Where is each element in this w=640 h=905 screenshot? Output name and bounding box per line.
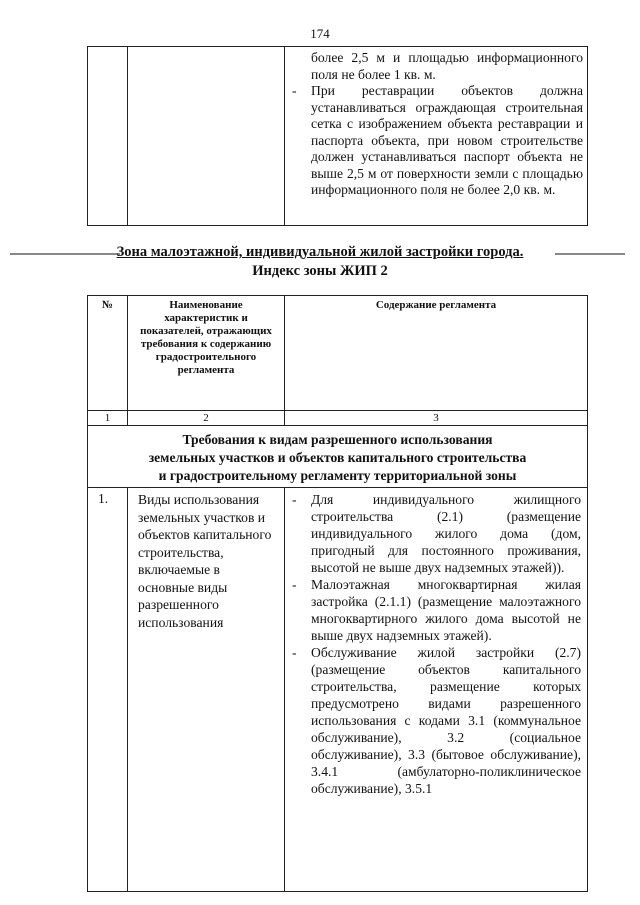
section-header-row xyxy=(88,426,588,488)
row-description: Виды использования земельных участков и объектов капитального строительства, включаемые в основные виды разрешенного использования xyxy=(128,488,285,892)
cont-desc-cell xyxy=(128,47,285,226)
zone-heading xyxy=(0,243,640,281)
dash-marker: - xyxy=(292,577,297,592)
zone-index: Индекс зоны ЖИП 2 xyxy=(252,263,388,279)
col-number: 2 xyxy=(128,411,285,426)
header-num: № xyxy=(88,296,128,411)
list-item xyxy=(289,491,581,576)
row-content xyxy=(285,488,588,892)
list-item-text: Для индивидуального жилищного строительства (2.1) (размещение индивидуального жилого дома (дом, пригодный для постоянного проживания, высотой не выше двух надземных этажей)). xyxy=(311,492,581,575)
regulation-table xyxy=(87,295,588,892)
section-header-line: земельных участков и объектов капитального строительства xyxy=(148,450,527,465)
section-header-line: Требования к видам разрешенного использования xyxy=(182,432,493,447)
list-item-text: Обслуживание жилой застройки (2.7) (размещение объектов капитального строительства, размещение которых предусмотрено видами разрешенного использования с кодами 3.1 (коммунальное обслуживание), 3.2 (социальное обслуживание), 3.3 (бытовое обслуживание), 3.4.1 (амбулаторно-поликлиническое обслуживание), 3.5.1 xyxy=(311,645,581,796)
dash-marker: - xyxy=(292,645,297,660)
table-row xyxy=(88,488,588,892)
header-name: Наименование характеристик и показателей, отражающих требования к содержанию градостроительного регламента xyxy=(128,296,285,411)
section-header-line: и градостроительному регламенту территориальной зоны xyxy=(158,468,517,483)
cont-content-cell xyxy=(285,47,588,226)
zone-title: Зона малоэтажной, индивидуальной жилой застройки города. xyxy=(116,244,524,260)
page-number: 174 xyxy=(310,26,330,41)
cont-item-text: При реставрации объектов должна устанавливаться ограждающая строительная сетка с изображением объекта реставрации и паспорта объекта, при новом строительстве должен устанавливаться паспорт объекта не выше 2,5 м от поверхности земли с площадью информационного поля не более 2,0 кв. м. xyxy=(311,83,583,197)
header-row xyxy=(88,296,588,411)
section-header xyxy=(88,426,588,488)
list-item xyxy=(289,644,581,797)
row-number: 1. xyxy=(88,488,128,892)
column-number-row xyxy=(88,411,588,426)
header-content: Содержание регламента xyxy=(285,296,588,411)
cont-num-cell xyxy=(88,47,128,226)
list-item xyxy=(289,576,581,644)
col-number: 3 xyxy=(285,411,588,426)
dash-marker: - xyxy=(292,83,297,98)
list-item-text: Малоэтажная многоквартирная жилая застройка (2.1.1) (размещение малоэтажного многоквартирного жилого дома высотой не выше двух надземных этажей). xyxy=(311,577,581,643)
cont-intro-text: более 2,5 м и площадью информационного поля не более 1 кв. м. xyxy=(311,50,583,82)
col-number: 1 xyxy=(88,411,128,426)
dash-marker: - xyxy=(292,492,297,507)
cont-list-item xyxy=(289,83,583,199)
continuation-table xyxy=(87,46,588,226)
